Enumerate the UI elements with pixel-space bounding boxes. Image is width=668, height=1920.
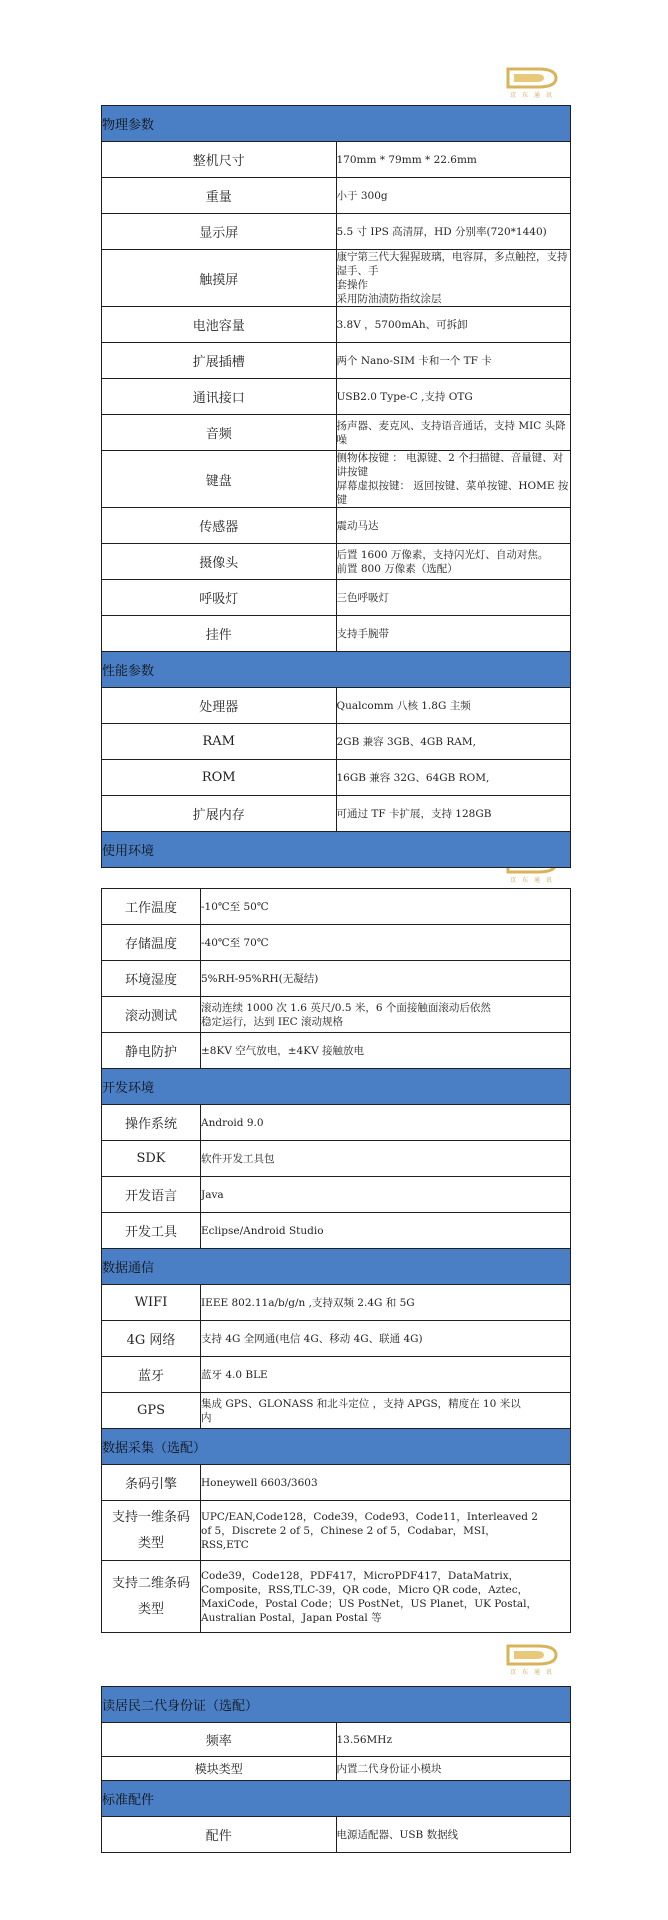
table-row — [102, 796, 571, 832]
row-value: 康宁第三代大猩猩玻璃，电容屏，多点触控，支持湿手、手 套操作 采用防油渍防指纹涂层 — [336, 250, 571, 307]
row-label: 存储温度 — [102, 925, 201, 961]
row-label: 扩展插槽 — [102, 343, 337, 379]
row-label: 环境湿度 — [102, 961, 201, 997]
row-value: IEEE 802.11a/b/g/n ,支持双频 2.4G 和 5G — [201, 1285, 571, 1321]
section-header-communication: 数据通信 — [102, 1249, 571, 1285]
row-value: 滚动连续 1000 次 1.6 英尺/0.5 米，6 个面接触面滚动后依然 稳定运行，达到 IEC 滚动规格 — [201, 997, 571, 1033]
row-label: SDK — [102, 1141, 201, 1177]
row-label: 挂件 — [102, 616, 337, 652]
table-row — [102, 142, 571, 178]
spec-table-2 — [101, 888, 571, 1633]
row-label: 开发语言 — [102, 1177, 201, 1213]
row-label: 蓝牙 — [102, 1357, 201, 1393]
table-row — [102, 1285, 571, 1321]
table-row — [102, 616, 571, 652]
row-value: 支持 4G 全网通(电信 4G、移动 4G、联通 4G) — [201, 1321, 571, 1357]
table-row — [102, 1105, 571, 1141]
row-value: Code39，Code128，PDF417，MicroPDF417，DataMatrix， Composite，RSS,TLC-39，QR code，Micro QR code，Aztec， MaxiCode，Postal Code；US PostNet，US Planet，UK Postal， Australian Postal，Japan Postal 等 — [201, 1561, 571, 1633]
table-row — [102, 760, 571, 796]
row-label: 键盘 — [102, 451, 337, 508]
row-value: 2GB 兼容 3GB、4GB RAM, — [336, 724, 571, 760]
row-value: 5%RH-95%RH(无凝结) — [201, 961, 571, 997]
company-logo-icon — [504, 1643, 560, 1667]
row-label: 通讯接口 — [102, 379, 337, 415]
row-value: Android 9.0 — [201, 1105, 571, 1141]
table-row — [102, 1723, 571, 1757]
row-value: 侧物体按键 ： 电源键、2 个扫描键、音量键、对讲按键 屏幕虚拟按键： 返回按键、菜单按键、HOME 按键 — [336, 451, 571, 508]
row-value: USB2.0 Type-C ,支持 OTG — [336, 379, 571, 415]
row-value: -40℃至 70℃ — [201, 925, 571, 961]
row-value: -10℃至 50℃ — [201, 889, 571, 925]
table-row — [102, 1141, 571, 1177]
row-value: Qualcomm 八核 1.8G 主频 — [336, 688, 571, 724]
row-label: 条码引擎 — [102, 1465, 201, 1501]
table-row — [102, 1393, 571, 1429]
table-row — [102, 1033, 571, 1069]
row-label: 工作温度 — [102, 889, 201, 925]
table-row — [102, 1177, 571, 1213]
table-row — [102, 343, 571, 379]
table-row — [102, 688, 571, 724]
row-value: 两个 Nano-SIM 卡和一个 TF 卡 — [336, 343, 571, 379]
row-label: 摄像头 — [102, 544, 337, 580]
row-value: 170mm * 79mm * 22.6mm — [336, 142, 571, 178]
row-label: 滚动测试 — [102, 997, 201, 1033]
row-label: 电池容量 — [102, 307, 337, 343]
spec-table-3 — [101, 1686, 571, 1853]
table-row — [102, 1357, 571, 1393]
section-header-accessories: 标准配件 — [102, 1781, 571, 1817]
table-row — [102, 925, 571, 961]
table-row — [102, 250, 571, 307]
row-value: 小于 300g — [336, 178, 571, 214]
row-value: 16GB 兼容 32G、64GB ROM, — [336, 760, 571, 796]
row-label: 支持二维条码类型 — [102, 1561, 201, 1633]
row-label: 静电防护 — [102, 1033, 201, 1069]
row-label: RAM — [102, 724, 337, 760]
table-row — [102, 724, 571, 760]
logo-caption: 京 东 通 讯 — [510, 1669, 554, 1676]
row-value: 可通过 TF 卡扩展，支持 128GB — [336, 796, 571, 832]
row-label: ROM — [102, 760, 337, 796]
section-header-collection: 数据采集（选配） — [102, 1429, 571, 1465]
row-value: 震动马达 — [336, 508, 571, 544]
row-label: 呼吸灯 — [102, 580, 337, 616]
row-value: UPC/EAN,Code128，Code39，Code93，Code11，Interleaved 2 of 5，Discrete 2 of 5，Chinese 2 of 5，Codabar，MSI， RSS,ETC — [201, 1501, 571, 1561]
section-header-development: 开发环境 — [102, 1069, 571, 1105]
row-label: 频率 — [102, 1723, 337, 1757]
row-value: 13.56MHz — [336, 1723, 571, 1757]
row-value: 3.8V ，5700mAh、可拆卸 — [336, 307, 571, 343]
row-label: 配件 — [102, 1817, 337, 1853]
table-row — [102, 508, 571, 544]
table-row — [102, 1501, 571, 1561]
row-value: 三色呼吸灯 — [336, 580, 571, 616]
row-label: 处理器 — [102, 688, 337, 724]
row-label: GPS — [102, 1393, 201, 1429]
logo-caption: 京 东 通 讯 — [510, 92, 554, 99]
table-row — [102, 1757, 571, 1781]
row-label: 音频 — [102, 415, 337, 451]
logo-caption: 京 东 通 讯 — [510, 877, 554, 884]
row-value: ±8KV 空气放电，±4KV 接触放电 — [201, 1033, 571, 1069]
row-label: 开发工具 — [102, 1213, 201, 1249]
row-value: 蓝牙 4.0 BLE — [201, 1357, 571, 1393]
row-label: 整机尺寸 — [102, 142, 337, 178]
row-value: 支持手腕带 — [336, 616, 571, 652]
row-value: Java — [201, 1177, 571, 1213]
row-value: 电源适配器、USB 数据线 — [336, 1817, 571, 1853]
row-value: 后置 1600 万像素，支持闪光灯、自动对焦。 前置 800 万像素（选配） — [336, 544, 571, 580]
row-value: 内置二代身份证小模块 — [336, 1757, 571, 1781]
table-row — [102, 379, 571, 415]
section-header-physical: 物理参数 — [102, 106, 571, 142]
row-value: 扬声器、麦克风、支持语音通话，支持 MIC 头降噪 — [336, 415, 571, 451]
row-label: 显示屏 — [102, 214, 337, 250]
section-header-performance: 性能参数 — [102, 652, 571, 688]
table-row — [102, 997, 571, 1033]
table-row — [102, 415, 571, 451]
row-label: 模块类型 — [102, 1757, 337, 1781]
row-label: 支持一维条码类型 — [102, 1501, 201, 1561]
table-row — [102, 1817, 571, 1853]
row-value: Eclipse/Android Studio — [201, 1213, 571, 1249]
table-row — [102, 214, 571, 250]
table-row — [102, 1465, 571, 1501]
table-row — [102, 307, 571, 343]
section-header-idcard: 读居民二代身份证（选配） — [102, 1687, 571, 1723]
company-logo-icon — [504, 66, 560, 90]
row-label: 重量 — [102, 178, 337, 214]
spec-table-1 — [101, 105, 571, 868]
row-label: 触摸屏 — [102, 250, 337, 307]
table-row — [102, 451, 571, 508]
row-label: 操作系统 — [102, 1105, 201, 1141]
row-label: 4G 网络 — [102, 1321, 201, 1357]
table-row — [102, 544, 571, 580]
row-value: Honeywell 6603/3603 — [201, 1465, 571, 1501]
table-row — [102, 1561, 571, 1633]
company-logo-bottom — [504, 1643, 560, 1681]
table-row — [102, 1213, 571, 1249]
row-label: WIFI — [102, 1285, 201, 1321]
table-row — [102, 961, 571, 997]
table-row — [102, 178, 571, 214]
table-row — [102, 1321, 571, 1357]
row-value: 软件开发工具包 — [201, 1141, 571, 1177]
table-row — [102, 889, 571, 925]
row-value: 集成 GPS、GLONASS 和北斗定位 ，支持 APGS，精度在 10 米以 内 — [201, 1393, 571, 1429]
row-label: 传感器 — [102, 508, 337, 544]
section-header-environment: 使用环境 — [102, 832, 571, 868]
company-logo-top — [504, 66, 560, 104]
row-value: 5.5 寸 IPS 高清屏，HD 分别率(720*1440) — [336, 214, 571, 250]
row-label: 扩展内存 — [102, 796, 337, 832]
table-row — [102, 580, 571, 616]
